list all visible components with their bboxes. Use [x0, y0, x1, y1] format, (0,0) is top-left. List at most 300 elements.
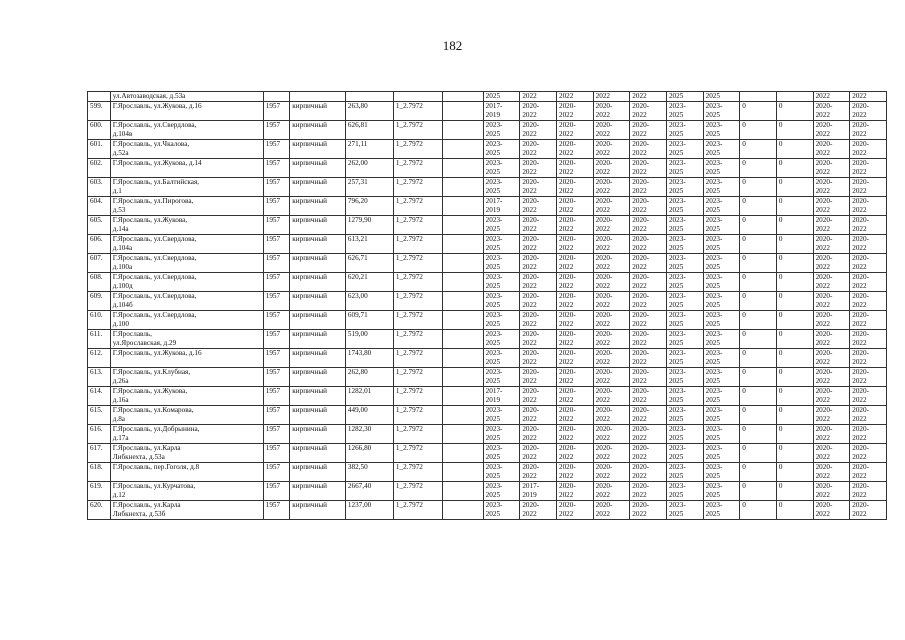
cell-period: 2020- 2022 — [556, 444, 593, 463]
cell-period: 2023- 2025 — [666, 368, 703, 387]
cell-period: 0 — [776, 121, 813, 140]
cell-area: 623,00 — [345, 292, 393, 311]
cell-gap — [443, 292, 483, 311]
table-row — [88, 254, 887, 273]
cell-period: 2020- 2022 — [813, 121, 850, 140]
cell-gap — [443, 216, 483, 235]
cell-material: кирпичный — [290, 444, 346, 463]
cell-period: 2020- 2022 — [556, 140, 593, 159]
cell-period: 2020- 2022 — [850, 330, 887, 349]
cell-period: 0 — [740, 444, 777, 463]
cell-period: 2020- 2022 — [630, 368, 667, 387]
cell-period: 0 — [776, 406, 813, 425]
cell-material: кирпичный — [290, 216, 346, 235]
table-row — [88, 311, 887, 330]
cell-year: 1957 — [263, 501, 290, 520]
cell-address: Г.Ярославль, ул.Свердлова, д.100а — [110, 254, 263, 273]
table-row — [88, 159, 887, 178]
cell-year: 1957 — [263, 425, 290, 444]
cell-period: 2020- 2022 — [850, 159, 887, 178]
cell-period: 2017- 2019 — [483, 102, 520, 121]
cell-period: 2020- 2022 — [593, 387, 630, 406]
cell-gap — [443, 235, 483, 254]
cell-period: 2023- 2025 — [703, 330, 740, 349]
cell-period: 2020- 2022 — [850, 463, 887, 482]
cell-period: 0 — [776, 235, 813, 254]
cell-year: 1957 — [263, 406, 290, 425]
cell-period: 0 — [740, 102, 777, 121]
cell-period: 2023- 2025 — [703, 254, 740, 273]
cell-gap — [443, 311, 483, 330]
cell-gap — [443, 159, 483, 178]
cell-material: кирпичный — [290, 140, 346, 159]
cell-period: 2020- 2022 — [850, 273, 887, 292]
cell-code: 1_2.7972 — [393, 273, 442, 292]
cell-period: 2020- 2022 — [813, 273, 850, 292]
cell-period: 0 — [776, 273, 813, 292]
cell-period: 2023- 2025 — [703, 102, 740, 121]
cell-period: 2020- 2022 — [593, 349, 630, 368]
cell-period: 0 — [740, 178, 777, 197]
cell-period: 2020- 2022 — [630, 425, 667, 444]
cell-period: 2023- 2025 — [483, 406, 520, 425]
cell-period: 2020- 2022 — [813, 425, 850, 444]
cell-area: 613,21 — [345, 235, 393, 254]
cell-period: 0 — [740, 235, 777, 254]
cell-period: 2020- 2022 — [593, 216, 630, 235]
cell-period: 2020- 2022 — [593, 425, 630, 444]
cell-period: 2020- 2022 — [813, 349, 850, 368]
cell-num: 609. — [88, 292, 111, 311]
cell-period: 2020- 2022 — [630, 463, 667, 482]
cell-period: 2020- 2022 — [520, 102, 557, 121]
cell-code: 1_2.7972 — [393, 425, 442, 444]
cell-code: 1_2.7972 — [393, 197, 442, 216]
cell-period: 0 — [740, 216, 777, 235]
cell-period: 2020- 2022 — [520, 330, 557, 349]
cell-code: 1_2.7972 — [393, 501, 442, 520]
cell-num: 614. — [88, 387, 111, 406]
cell-period: 2023- 2025 — [703, 159, 740, 178]
cell-period: 2020- 2022 — [556, 178, 593, 197]
cell-period: 2020- 2022 — [850, 216, 887, 235]
cell-period: 2020- 2022 — [813, 197, 850, 216]
cell-period: 2020- 2022 — [556, 482, 593, 501]
cell-period: 2023- 2025 — [666, 444, 703, 463]
cell-period: 2023- 2025 — [483, 121, 520, 140]
cell-period: 2020- 2022 — [520, 140, 557, 159]
cell-material: кирпичный — [290, 102, 346, 121]
cell-period: 2020- 2022 — [813, 330, 850, 349]
cell-area: 449,00 — [345, 406, 393, 425]
cell-material: кирпичный — [290, 368, 346, 387]
cell-period: 0 — [776, 444, 813, 463]
cell-period: 2020- 2022 — [813, 406, 850, 425]
cell-num: 604. — [88, 197, 111, 216]
cell-code: 1_2.7972 — [393, 254, 442, 273]
cell-period: 2020- 2022 — [850, 102, 887, 121]
cell-period: 2023- 2025 — [666, 197, 703, 216]
table-row — [88, 387, 887, 406]
cell-period: 2020- 2022 — [556, 349, 593, 368]
cell-code: 1_2.7972 — [393, 482, 442, 501]
cell-period: 2020- 2022 — [556, 121, 593, 140]
cell-period: 2020- 2022 — [850, 235, 887, 254]
cell-period: 2023- 2025 — [666, 311, 703, 330]
cell-period: 2020- 2022 — [813, 178, 850, 197]
cell-period: 2020- 2022 — [593, 406, 630, 425]
cell-num: 610. — [88, 311, 111, 330]
cell-period: 2020- 2022 — [630, 330, 667, 349]
cell-num: 612. — [88, 349, 111, 368]
cell-period: 2023- 2025 — [666, 425, 703, 444]
cell-period: 2020- 2022 — [556, 254, 593, 273]
cell-material — [290, 92, 346, 102]
cell-period: 2020- 2022 — [593, 235, 630, 254]
cell-period: 2017- 2019 — [520, 482, 557, 501]
cell-period: 2020- 2022 — [593, 197, 630, 216]
cell-period: 0 — [776, 140, 813, 159]
cell-period: 2020- 2022 — [593, 482, 630, 501]
cell-year: 1957 — [263, 387, 290, 406]
cell-period: 2020- 2022 — [813, 292, 850, 311]
cell-period: 2020- 2022 — [520, 349, 557, 368]
cell-period: 2020- 2022 — [850, 501, 887, 520]
cell-period: 2020- 2022 — [813, 311, 850, 330]
cell-area: 262,80 — [345, 368, 393, 387]
cell-period: 2020- 2022 — [520, 444, 557, 463]
cell-period: 2017- 2019 — [483, 387, 520, 406]
cell-address: Г.Ярославль, ул.Комарова, д.8а — [110, 406, 263, 425]
cell-period: 2022 — [520, 92, 557, 102]
cell-period: 2017- 2019 — [483, 197, 520, 216]
cell-area: 1279,90 — [345, 216, 393, 235]
cell-num: 620. — [88, 501, 111, 520]
cell-period: 2020- 2022 — [593, 292, 630, 311]
cell-period: 2020- 2022 — [520, 254, 557, 273]
cell-period: 2023- 2025 — [483, 216, 520, 235]
cell-code: 1_2.7972 — [393, 463, 442, 482]
cell-period: 2020- 2022 — [593, 254, 630, 273]
cell-period: 2023- 2025 — [666, 501, 703, 520]
cell-gap — [443, 406, 483, 425]
cell-period: 2020- 2022 — [630, 216, 667, 235]
cell-period: 2023- 2025 — [483, 330, 520, 349]
cell-address: Г.Ярославль, ул.Балтийская, д.1 — [110, 178, 263, 197]
cell-address: Г.Ярославль, пер.Гоголя, д.8 — [110, 463, 263, 482]
cell-period: 2023- 2025 — [483, 235, 520, 254]
table-row — [88, 235, 887, 254]
cell-period: 2020- 2022 — [813, 159, 850, 178]
cell-period: 0 — [740, 406, 777, 425]
cell-period: 0 — [776, 425, 813, 444]
cell-period: 2023- 2025 — [703, 387, 740, 406]
cell-address: ул.Автозаводская, д.53а — [110, 92, 263, 102]
cell-period: 2020- 2022 — [813, 501, 850, 520]
cell-period: 2020- 2022 — [850, 292, 887, 311]
cell-period: 2020- 2022 — [813, 216, 850, 235]
cell-period: 0 — [776, 197, 813, 216]
cell-year: 1957 — [263, 121, 290, 140]
cell-period: 2023- 2025 — [666, 330, 703, 349]
cell-period: 2020- 2022 — [630, 292, 667, 311]
cell-area — [345, 92, 393, 102]
cell-address: Г.Ярославль, ул.Карла Либкнехта, д.53б — [110, 501, 263, 520]
cell-period: 2023- 2025 — [703, 482, 740, 501]
cell-period: 2023- 2025 — [703, 216, 740, 235]
cell-period: 2020- 2022 — [593, 178, 630, 197]
cell-period: 2020- 2022 — [556, 292, 593, 311]
cell-period: 2023- 2025 — [666, 159, 703, 178]
cell-area: 1282,30 — [345, 425, 393, 444]
cell-address: Г.Ярославль, ул.Жукова, д.16а — [110, 387, 263, 406]
cell-period: 2020- 2022 — [630, 273, 667, 292]
cell-period: 2023- 2025 — [703, 501, 740, 520]
cell-period: 2023- 2025 — [703, 197, 740, 216]
cell-period: 2020- 2022 — [850, 140, 887, 159]
cell-material: кирпичный — [290, 178, 346, 197]
cell-period: 2025 — [483, 92, 520, 102]
table-row — [88, 273, 887, 292]
cell-code — [393, 92, 442, 102]
cell-period: 0 — [740, 482, 777, 501]
cell-num: 607. — [88, 254, 111, 273]
cell-period: 0 — [776, 482, 813, 501]
table-row — [88, 425, 887, 444]
cell-num: 611. — [88, 330, 111, 349]
cell-period: 2022 — [630, 92, 667, 102]
cell-period: 2020- 2022 — [520, 178, 557, 197]
cell-gap — [443, 368, 483, 387]
cell-period: 2020- 2022 — [556, 197, 593, 216]
cell-period: 2023- 2025 — [666, 216, 703, 235]
cell-year: 1957 — [263, 178, 290, 197]
cell-gap — [443, 254, 483, 273]
cell-period: 2020- 2022 — [630, 349, 667, 368]
cell-period: 2020- 2022 — [556, 102, 593, 121]
cell-period: 2020- 2022 — [593, 463, 630, 482]
cell-period: 2023- 2025 — [703, 140, 740, 159]
cell-address: Г.Ярославль, ул.Свердлова, д.100д — [110, 273, 263, 292]
cell-material: кирпичный — [290, 292, 346, 311]
cell-year: 1957 — [263, 463, 290, 482]
cell-period: 2020- 2022 — [593, 368, 630, 387]
cell-period: 2023- 2025 — [703, 349, 740, 368]
cell-period: 2020- 2022 — [520, 463, 557, 482]
cell-address: Г.Ярославль, ул.Ярославская, д.29 — [110, 330, 263, 349]
cell-year: 1957 — [263, 273, 290, 292]
table-row-continued — [88, 92, 887, 102]
cell-area: 263,80 — [345, 102, 393, 121]
cell-code: 1_2.7972 — [393, 102, 442, 121]
cell-period: 2020- 2022 — [850, 197, 887, 216]
cell-num: 616. — [88, 425, 111, 444]
cell-period: 2023- 2025 — [703, 425, 740, 444]
cell-period: 2020- 2022 — [593, 330, 630, 349]
cell-code: 1_2.7972 — [393, 444, 442, 463]
cell-gap — [443, 444, 483, 463]
cell-material: кирпичный — [290, 235, 346, 254]
cell-period: 2020- 2022 — [850, 444, 887, 463]
cell-period: 2023- 2025 — [703, 121, 740, 140]
cell-period: 2023- 2025 — [703, 406, 740, 425]
cell-area: 1743,80 — [345, 349, 393, 368]
cell-period: 2022 — [593, 92, 630, 102]
cell-gap — [443, 178, 483, 197]
cell-period: 0 — [740, 330, 777, 349]
cell-period: 2023- 2025 — [666, 349, 703, 368]
cell-num: 618. — [88, 463, 111, 482]
cell-year: 1957 — [263, 254, 290, 273]
table-row — [88, 349, 887, 368]
cell-period: 2023- 2025 — [703, 368, 740, 387]
page-number: 182 — [442, 38, 463, 53]
cell-period: 2020- 2022 — [630, 140, 667, 159]
cell-period: 2023- 2025 — [483, 311, 520, 330]
cell-area: 382,50 — [345, 463, 393, 482]
cell-address: Г.Ярославль, ул.Жукова, д.16 — [110, 102, 263, 121]
cell-period: 2020- 2022 — [556, 368, 593, 387]
cell-num: 608. — [88, 273, 111, 292]
cell-period: 2020- 2022 — [593, 311, 630, 330]
cell-material: кирпичный — [290, 463, 346, 482]
cell-period: 2020- 2022 — [630, 311, 667, 330]
cell-num: 617. — [88, 444, 111, 463]
cell-period: 2020- 2022 — [813, 102, 850, 121]
cell-code: 1_2.7972 — [393, 235, 442, 254]
table-body — [88, 92, 887, 520]
cell-period: 2023- 2025 — [703, 178, 740, 197]
cell-gap — [443, 387, 483, 406]
cell-period: 0 — [776, 501, 813, 520]
cell-period: 2020- 2022 — [593, 159, 630, 178]
cell-period: 2023- 2025 — [483, 368, 520, 387]
cell-period: 2020- 2022 — [630, 406, 667, 425]
cell-period: 2020- 2022 — [630, 121, 667, 140]
cell-period: 2020- 2022 — [813, 463, 850, 482]
cell-period: 2020- 2022 — [813, 444, 850, 463]
cell-material: кирпичный — [290, 501, 346, 520]
cell-year: 1957 — [263, 292, 290, 311]
cell-period: 2020- 2022 — [556, 463, 593, 482]
cell-period — [740, 92, 777, 102]
cell-period: 2023- 2025 — [703, 235, 740, 254]
cell-gap — [443, 102, 483, 121]
cell-period: 2020- 2022 — [556, 425, 593, 444]
cell-period: 2022 — [850, 92, 887, 102]
cell-area: 1237,00 — [345, 501, 393, 520]
cell-year: 1957 — [263, 235, 290, 254]
cell-year: 1957 — [263, 159, 290, 178]
cell-period: 2020- 2022 — [850, 254, 887, 273]
cell-num: 605. — [88, 216, 111, 235]
cell-period: 2023- 2025 — [666, 178, 703, 197]
cell-address: Г.Ярославль, ул.Свердлова, д.104б — [110, 292, 263, 311]
cell-period: 2020- 2022 — [556, 216, 593, 235]
cell-period: 2020- 2022 — [630, 482, 667, 501]
cell-material: кирпичный — [290, 311, 346, 330]
cell-area: 1282,01 — [345, 387, 393, 406]
cell-period: 2020- 2022 — [593, 140, 630, 159]
cell-period: 0 — [776, 463, 813, 482]
cell-address: Г.Ярославль, ул.Свердлова, д.104в — [110, 121, 263, 140]
cell-period: 0 — [776, 178, 813, 197]
cell-period: 0 — [740, 273, 777, 292]
cell-period: 0 — [740, 463, 777, 482]
cell-period: 2023- 2025 — [666, 121, 703, 140]
cell-period: 2023- 2025 — [483, 425, 520, 444]
cell-year: 1957 — [263, 216, 290, 235]
cell-address: Г.Ярославль, ул.Свердлова, д.104а — [110, 235, 263, 254]
table-row — [88, 140, 887, 159]
cell-address: Г.Ярославль, ул.Клубная, д.26а — [110, 368, 263, 387]
cell-period: 0 — [740, 254, 777, 273]
cell-address: Г.Ярославль, ул.Карла Либкнехта, д.53а — [110, 444, 263, 463]
cell-period: 2023- 2025 — [483, 444, 520, 463]
cell-num — [88, 92, 111, 102]
cell-year: 1957 — [263, 368, 290, 387]
cell-period: 2020- 2022 — [593, 501, 630, 520]
cell-gap — [443, 330, 483, 349]
table-row — [88, 216, 887, 235]
cell-period: 2023- 2025 — [483, 292, 520, 311]
cell-area: 609,71 — [345, 311, 393, 330]
cell-period: 2022 — [813, 92, 850, 102]
cell-period: 2025 — [703, 92, 740, 102]
cell-period: 2020- 2022 — [813, 387, 850, 406]
cell-period: 2020- 2022 — [556, 387, 593, 406]
cell-code: 1_2.7972 — [393, 178, 442, 197]
table-row — [88, 406, 887, 425]
cell-area: 626,81 — [345, 121, 393, 140]
cell-period: 2020- 2022 — [630, 159, 667, 178]
cell-period: 2020- 2022 — [630, 102, 667, 121]
cell-period: 2023- 2025 — [666, 273, 703, 292]
cell-period: 2020- 2022 — [593, 121, 630, 140]
cell-num: 606. — [88, 235, 111, 254]
table-row — [88, 463, 887, 482]
cell-address: Г.Ярославль, ул.Добрынина, д.17а — [110, 425, 263, 444]
cell-year: 1957 — [263, 482, 290, 501]
cell-address: Г.Ярославль, ул.Жукова, д.14а — [110, 216, 263, 235]
cell-period: 2020- 2022 — [630, 501, 667, 520]
cell-year: 1957 — [263, 140, 290, 159]
cell-period: 2020- 2022 — [630, 235, 667, 254]
cell-period: 2020- 2022 — [556, 311, 593, 330]
cell-area: 257,31 — [345, 178, 393, 197]
cell-period: 2020- 2022 — [520, 121, 557, 140]
table-row — [88, 482, 887, 501]
cell-code: 1_2.7972 — [393, 406, 442, 425]
cell-num: 615. — [88, 406, 111, 425]
cell-material: кирпичный — [290, 254, 346, 273]
cell-gap — [443, 273, 483, 292]
cell-area: 262,00 — [345, 159, 393, 178]
table-row — [88, 368, 887, 387]
cell-period: 0 — [776, 349, 813, 368]
cell-period: 2020- 2022 — [556, 235, 593, 254]
cell-period: 2023- 2025 — [483, 463, 520, 482]
cell-gap — [443, 425, 483, 444]
cell-address: Г.Ярославль, ул.Курчатова, д.12 — [110, 482, 263, 501]
cell-period: 2020- 2022 — [630, 254, 667, 273]
cell-period: 0 — [740, 311, 777, 330]
cell-period: 0 — [740, 121, 777, 140]
cell-period: 2023- 2025 — [703, 463, 740, 482]
cell-address: Г.Ярославль, ул.Чкалова, д.52а — [110, 140, 263, 159]
cell-year — [263, 92, 290, 102]
cell-period: 2020- 2022 — [593, 444, 630, 463]
